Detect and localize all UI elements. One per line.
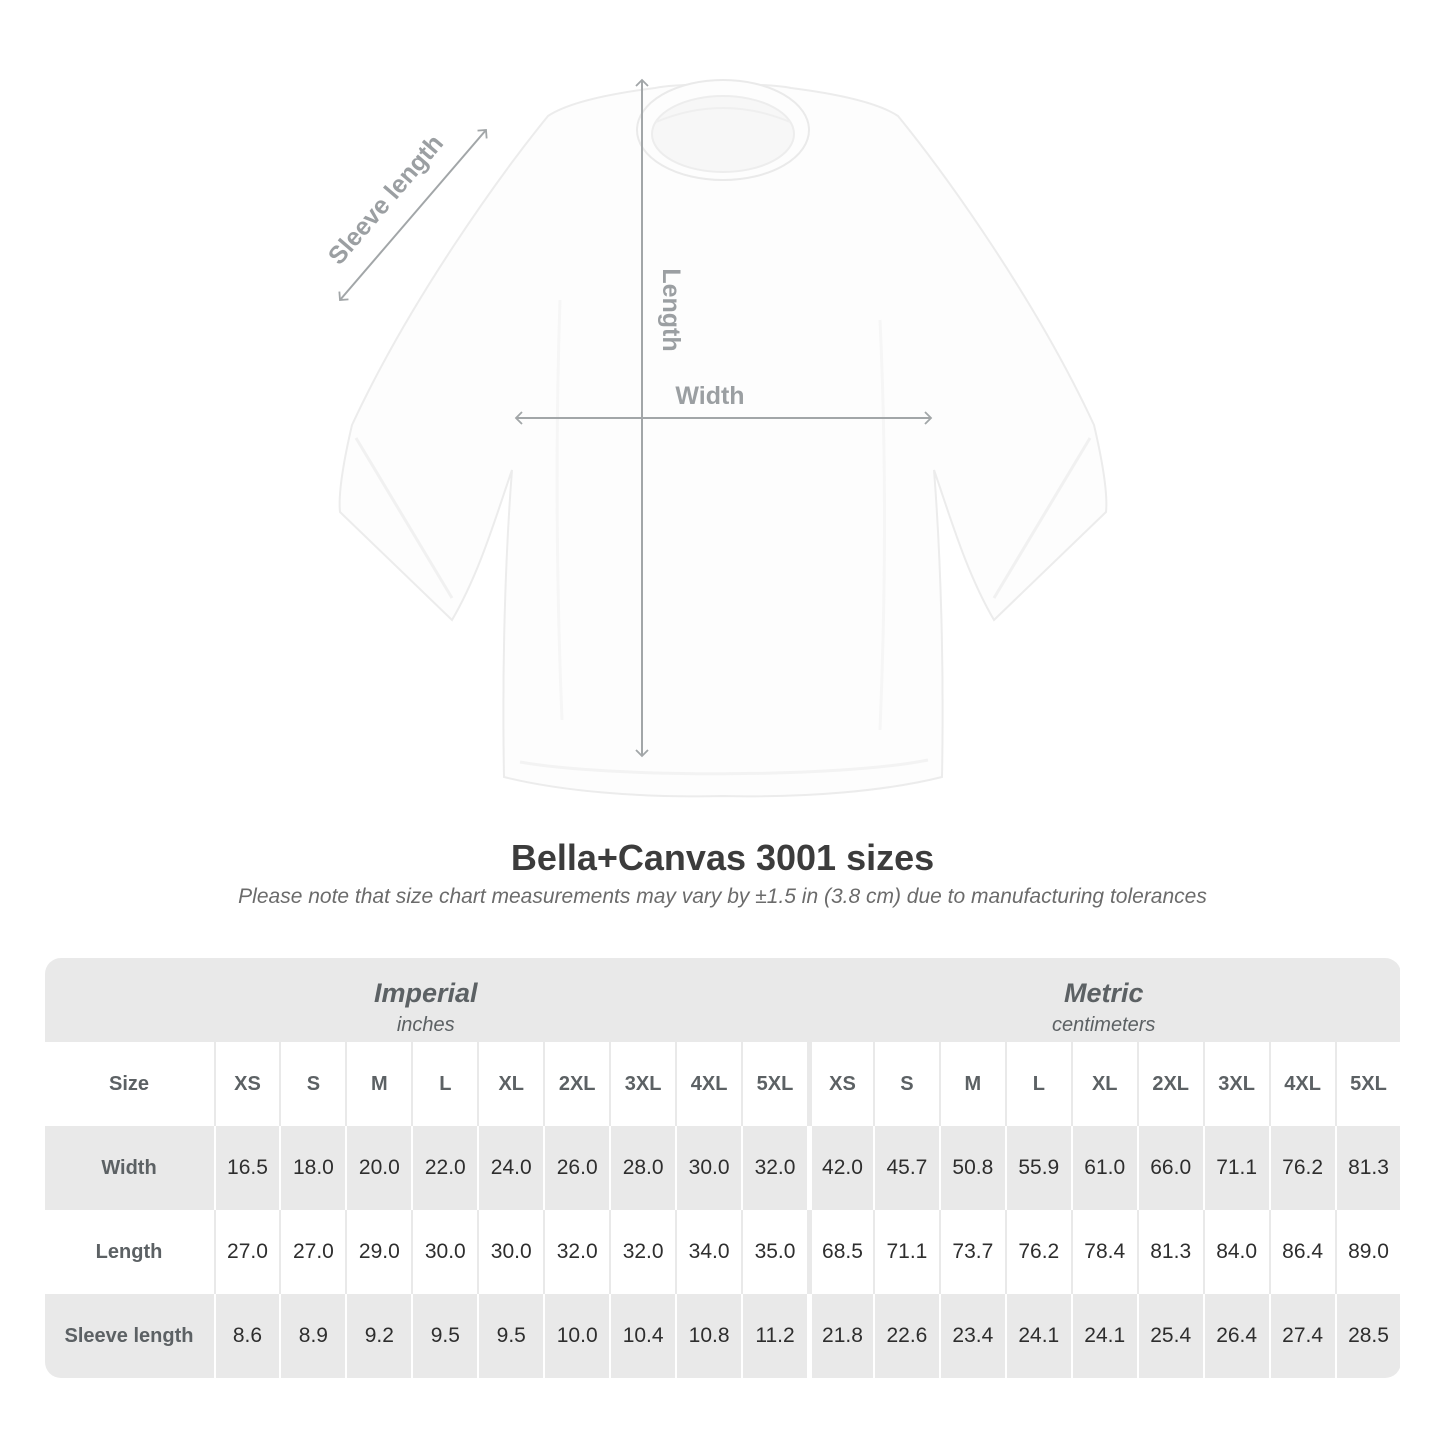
tshirt-graphic: [340, 80, 1107, 796]
value-cell-metric: 55.9: [1005, 1126, 1071, 1210]
value-cell-metric: 86.4: [1269, 1210, 1335, 1294]
size-table: [45, 958, 1401, 1378]
value-cell-metric: 25.4: [1137, 1294, 1203, 1378]
row-label: Length: [45, 1210, 214, 1294]
value-cell-imperial: 34.0: [675, 1210, 741, 1294]
size-col-header-imperial: S: [279, 1042, 345, 1126]
size-col-header-metric: S: [873, 1042, 939, 1126]
value-cell-imperial: 28.0: [609, 1126, 675, 1210]
value-cell-imperial: 27.0: [279, 1210, 345, 1294]
value-cell-metric: 45.7: [873, 1126, 939, 1210]
value-cell-imperial: 9.5: [477, 1294, 543, 1378]
metric-unit: centimeters: [1052, 1013, 1156, 1036]
value-cell-metric: 73.7: [939, 1210, 1005, 1294]
value-cell-imperial: 16.5: [214, 1126, 280, 1210]
value-cell-imperial: 32.0: [609, 1210, 675, 1294]
size-col-header-metric: 5XL: [1335, 1042, 1401, 1126]
value-cell-metric: 68.5: [807, 1210, 873, 1294]
size-col-header-metric: 4XL: [1269, 1042, 1335, 1126]
size-col-header-imperial: 3XL: [609, 1042, 675, 1126]
value-cell-imperial: 10.4: [609, 1294, 675, 1378]
value-cell-imperial: 26.0: [543, 1126, 609, 1210]
size-col-header-metric: XL: [1071, 1042, 1137, 1126]
size-col-header-metric: M: [939, 1042, 1005, 1126]
value-cell-metric: 66.0: [1137, 1126, 1203, 1210]
value-cell-imperial: 10.8: [675, 1294, 741, 1378]
size-col-header-metric: 3XL: [1203, 1042, 1269, 1126]
row-label: Sleeve length: [45, 1294, 214, 1378]
value-cell-metric: 23.4: [939, 1294, 1005, 1378]
value-cell-metric: 42.0: [807, 1126, 873, 1210]
value-cell-metric: 21.8: [807, 1294, 873, 1378]
value-cell-metric: 84.0: [1203, 1210, 1269, 1294]
width-label: Width: [675, 382, 745, 410]
size-col-header-imperial: 5XL: [741, 1042, 807, 1126]
value-cell-metric: 61.0: [1071, 1126, 1137, 1210]
value-cell-metric: 89.0: [1335, 1210, 1401, 1294]
value-cell-metric: 76.2: [1005, 1210, 1071, 1294]
value-cell-imperial: 22.0: [411, 1126, 477, 1210]
sleeve-length-label: Sleeve length: [322, 129, 449, 271]
value-cell-imperial: 32.0: [741, 1126, 807, 1210]
value-cell-imperial: 35.0: [741, 1210, 807, 1294]
value-cell-imperial: 11.2: [741, 1294, 807, 1378]
size-col-header-metric: L: [1005, 1042, 1071, 1126]
size-col-header-imperial: 4XL: [675, 1042, 741, 1126]
value-cell-imperial: 32.0: [543, 1210, 609, 1294]
value-cell-metric: 71.1: [873, 1210, 939, 1294]
value-cell-imperial: 29.0: [345, 1210, 411, 1294]
value-cell-imperial: 9.2: [345, 1294, 411, 1378]
value-cell-metric: 81.3: [1335, 1126, 1401, 1210]
value-cell-imperial: 24.0: [477, 1126, 543, 1210]
size-col-header-metric: XS: [807, 1042, 873, 1126]
size-col-header-imperial: M: [345, 1042, 411, 1126]
imperial-title: Imperial: [373, 977, 478, 1008]
value-cell-metric: 27.4: [1269, 1294, 1335, 1378]
value-cell-imperial: 8.6: [214, 1294, 280, 1378]
value-cell-metric: 24.1: [1071, 1294, 1137, 1378]
value-cell-metric: 24.1: [1005, 1294, 1071, 1378]
page-title: Bella+Canvas 3001 sizes: [510, 837, 935, 878]
value-cell-imperial: 8.9: [279, 1294, 345, 1378]
value-cell-metric: 71.1: [1203, 1126, 1269, 1210]
size-col-header-imperial: XS: [214, 1042, 280, 1126]
value-cell-metric: 78.4: [1071, 1210, 1137, 1294]
size-col-header-imperial: 2XL: [543, 1042, 609, 1126]
value-cell-imperial: 30.0: [675, 1126, 741, 1210]
size-col-header-metric: 2XL: [1137, 1042, 1203, 1126]
imperial-unit: inches: [396, 1013, 455, 1036]
value-cell-imperial: 10.0: [543, 1294, 609, 1378]
value-cell-imperial: 18.0: [279, 1126, 345, 1210]
value-cell-imperial: 27.0: [214, 1210, 280, 1294]
value-cell-metric: 26.4: [1203, 1294, 1269, 1378]
size-col-header-imperial: XL: [477, 1042, 543, 1126]
size-row-label: Size: [45, 1042, 214, 1126]
length-label: Length: [657, 268, 685, 352]
value-cell-imperial: 20.0: [345, 1126, 411, 1210]
value-cell-metric: 22.6: [873, 1294, 939, 1378]
value-cell-metric: 28.5: [1335, 1294, 1401, 1378]
tolerance-note: Please note that size chart measurements may vary by ±1.5 in (3.8 cm) due to manufacturing tolerances: [238, 885, 1207, 908]
value-cell-metric: 76.2: [1269, 1126, 1335, 1210]
row-label: Width: [45, 1126, 214, 1210]
metric-title: Metric: [1063, 977, 1144, 1008]
value-cell-imperial: 30.0: [411, 1210, 477, 1294]
value-cell-metric: 50.8: [939, 1126, 1005, 1210]
value-cell-metric: 81.3: [1137, 1210, 1203, 1294]
size-col-header-imperial: L: [411, 1042, 477, 1126]
tshirt-body: [340, 84, 1107, 796]
value-cell-imperial: 9.5: [411, 1294, 477, 1378]
value-cell-imperial: 30.0: [477, 1210, 543, 1294]
